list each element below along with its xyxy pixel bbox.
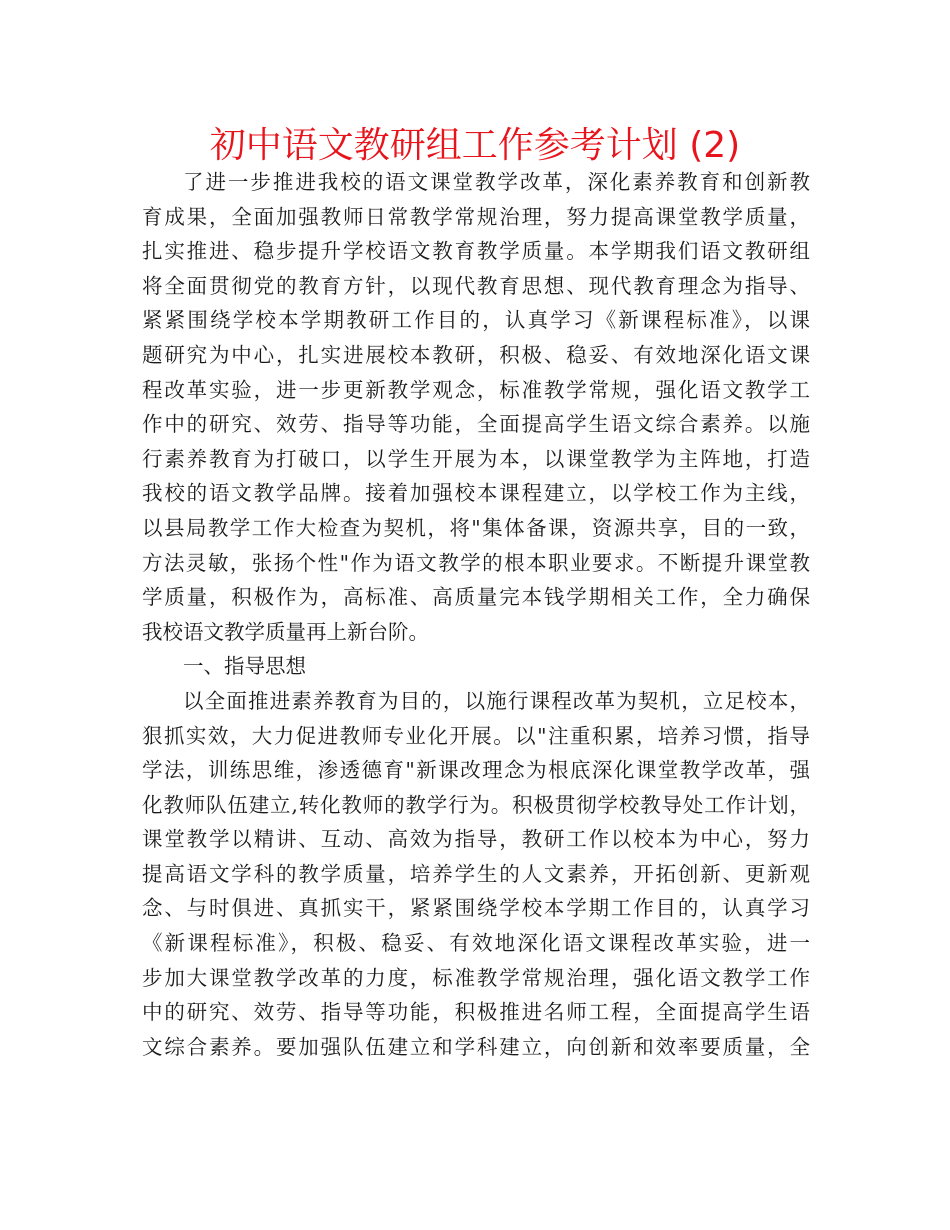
text-line: 步加大课堂教学改革的力度，标准教学常规治理，强化语文教学工作 <box>142 965 810 990</box>
text-line: 紧紧围绕学校本学期教研工作目的，认真学习《新课程标准》，以课 <box>142 308 810 333</box>
text-line: 育成果，全面加强教师日常教学常规治理，努力提高课堂教学质量， <box>142 204 810 229</box>
text-line: 行素养教育为打破口，以学生开展为本，以课堂教学为主阵地，打造 <box>142 446 810 471</box>
text-line: 以全面推进素养教育为目的，以施行课程改革为契机，立足校本， <box>183 688 810 713</box>
document-body <box>142 165 810 1064</box>
text-line: 《新课程标准》，积极、稳妥、有效地深化语文课程改革实验，进一 <box>142 931 810 956</box>
text-line: 文综合素养。要加强队伍建立和学科建立，向创新和效率要质量，全 <box>142 1034 810 1059</box>
text-line: 狠抓实效，大力促进教师专业化开展。以"注重积累，培养习惯，指导 <box>142 723 810 748</box>
text-line: 中的研究、效劳、指导等功能，积极推进名师工程，全面提高学生语 <box>142 1000 810 1025</box>
text-line: 题研究为中心，扎实进展校本教研，积极、稳妥、有效地深化语文课 <box>142 342 810 367</box>
text-line: 课堂教学以精讲、互动、高效为指导，教研工作以校本为中心，努力 <box>142 827 810 852</box>
text-line: 以县局教学工作大检查为契机，将"集体备课，资源共享，目的一致， <box>142 515 810 540</box>
text-line: 学法，训练思维，渗透德育"新课改理念为根底深化课堂教学改革，强 <box>142 758 810 783</box>
text-line: 化教师队伍建立,转化教师的教学行为。积极贯彻学校教导处工作计划， <box>142 792 810 817</box>
text-line: 学质量，积极作为，高标准、高质量完本钱学期相关工作，全力确保 <box>142 585 810 610</box>
text-line: 将全面贯彻党的教育方针，以现代教育思想、现代教育理念为指导、 <box>142 273 810 298</box>
text-line: 提高语文学科的教学质量，培养学生的人文素养，开拓创新、更新观 <box>142 861 810 886</box>
text-line: 了进一步推进我校的语文课堂教学改革，深化素养教育和创新教 <box>183 170 810 194</box>
text-line: 方法灵敏，张扬个性"作为语文教学的根本职业要求。不断提升课堂教 <box>142 550 810 575</box>
text-line: 我校的语文教学品牌。接着加强校本课程建立，以学校工作为主线， <box>142 481 810 506</box>
text-line: 程改革实验，进一步更新教学观念，标准教学常规，强化语文教学工 <box>142 377 810 402</box>
document-title: 初中语文教研组工作参考计划 (2) <box>209 125 741 166</box>
text-line: 作中的研究、效劳、指导等功能，全面提高学生语文综合素养。以施 <box>142 412 810 437</box>
text-line: 扎实推进、稳步提升学校语文教育教学质量。本学期我们语文教研组 <box>142 239 810 264</box>
text-line: 一、指导思想 <box>183 654 306 679</box>
text-line: 我校语文教学质量再上新台阶。 <box>142 619 429 644</box>
text-line: 念、与时俱进、真抓实干，紧紧围绕学校本学期工作目的，认真学习 <box>142 896 810 921</box>
